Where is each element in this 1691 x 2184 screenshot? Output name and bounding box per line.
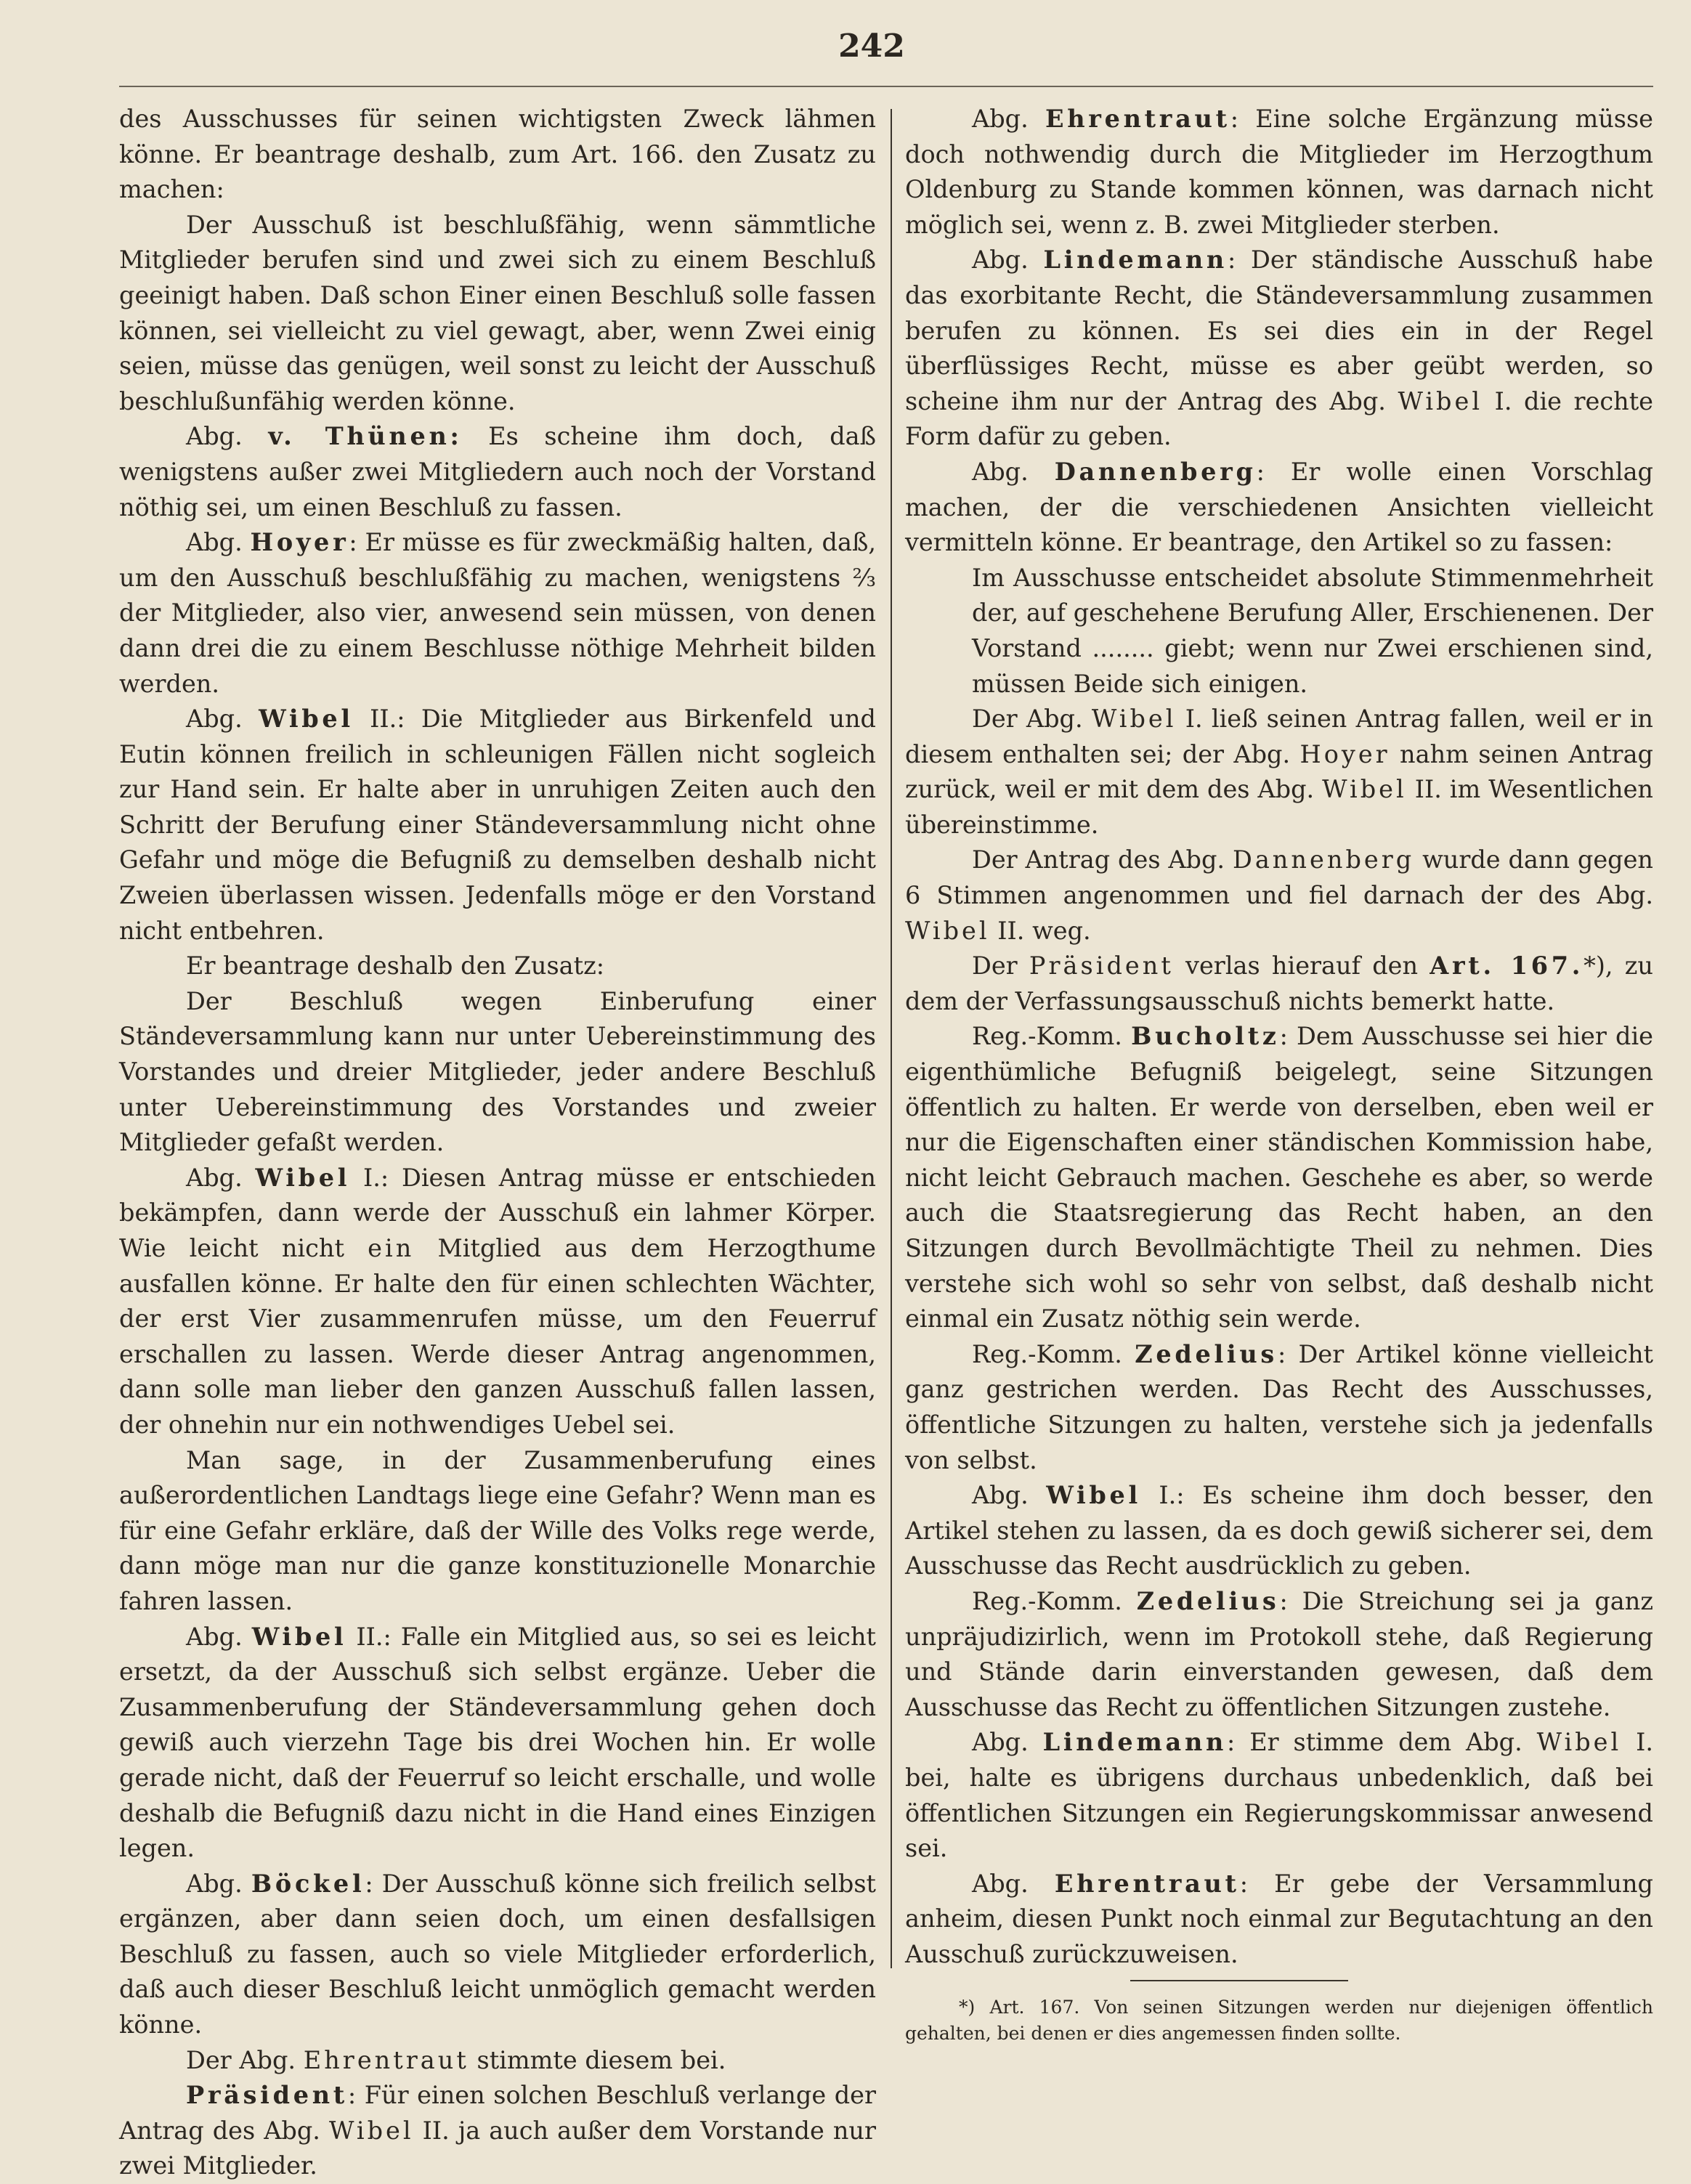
paragraph: [119, 949, 876, 984]
text-run: stimmte diesem bei.: [469, 2045, 726, 2074]
paragraph: [905, 1725, 1653, 1866]
text-run: : Der ständische Ausschuß habe das exorbitante Recht, die Ständeversammlung zusammen berufen zu können. Es sei dies ein in der Regel überflüssiges Recht, müsse es aber geübt werden, so scheine ihm nur der Antrag des Abg.: [905, 245, 1653, 415]
text-run: Abg.: [186, 1869, 251, 1898]
text-run: : Der Artikel könne vielleicht ganz gestrichen werden. Das Recht des Ausschusses, öffentliche Sitzungen zu halten, verstehe sich ja jedenfalls von selbst.: [905, 1339, 1653, 1474]
paragraph: [119, 2043, 876, 2079]
text-run: : Er müsse es für zweckmäßig halten, daß, um den Ausschuß beschlußfähig zu machen, wenigstens ⅔ der Mitglieder, also vier, anwesend sein müssen, von denen dann drei die zu einem Beschlusse nöthige Mehrheit bilden werden.: [119, 528, 876, 698]
speaker-name: Wibel: [259, 705, 354, 734]
spaced-name: Wibel: [1398, 386, 1483, 415]
paragraph: [905, 949, 1653, 1019]
text-run: Abg.: [186, 1163, 256, 1192]
spaced-name: Wibel: [1322, 775, 1407, 804]
text-run: II.: Die Mitglieder aus Birkenfeld und Eutin können freilich in schleunigen Fällen nicht sogleich zur Hand sein. Er halte aber in unruhigen Zeiten auch den Schritt der Berufung einer Ständeversammlung nicht ohne Gefahr und möge die Befugniß zu demselben deshalb nicht Zweien überlassen wissen. Jedenfalls möge er den Vorstand nicht entbehren.: [119, 705, 876, 945]
text-run: Der Ausschuß ist beschlußfähig, wenn sämmtliche Mitglieder berufen sind und zwei sich zu einem Beschluß geeinigt haben. Daß schon Einer einen Beschluß solle fassen können, sei vielleicht zu viel gewagt, aber, wenn Zwei einig seien, müsse das genügen, weil sonst zu leicht der Ausschuß beschlußunfähig werden könne.: [119, 210, 876, 415]
page-number: 242: [838, 28, 905, 65]
text-run: Abg.: [186, 1622, 252, 1651]
spaced-name: Wibel: [1536, 1728, 1622, 1757]
text-run: Der Abg.: [972, 705, 1092, 734]
text-run: Abg.: [972, 1481, 1047, 1510]
spaced-name: Dannenberg: [1232, 845, 1415, 874]
paragraph: [905, 1584, 1653, 1725]
text-run: : Dem Ausschusse sei hier die eigenthümliche Befugniß beigelegt, seine Sitzungen öffentlich zu halten. Er werde von derselben, eben weil er nur die Eigenschaften einer ständischen Kommission habe, nicht leicht Gebrauch machen. Geschehe es aber, so werde auch die Staatsregierung das Recht haben, an den Sitzungen durch Bevollmächtigte Theil zu nehmen. Dies verstehe sich wohl so sehr von selbst, daß deshalb nicht einmal ein Zusatz nöthig sein werde.: [905, 1022, 1653, 1333]
spaced-name: Hoyer: [1299, 739, 1390, 768]
speaker-name: Bucholtz: [1131, 1022, 1280, 1051]
left-column: [119, 102, 876, 2184]
paragraph: [119, 208, 876, 420]
paragraph: [905, 843, 1653, 949]
paragraph: [905, 455, 1653, 561]
text-run: : Er wolle einen Vorschlag machen, der die verschiedenen Ansichten vielleicht vermitteln könne. Er beantrage, den Artikel so zu fassen:: [905, 457, 1653, 557]
footnote-text: *) Art. 167. Von seinen Sitzungen werden nur diejenigen öffentlich gehalten, bei denen er dies angemessen finden sollte.: [905, 1997, 1653, 2044]
right-column: [905, 102, 1653, 1972]
spaced-name: Präsident: [1029, 951, 1174, 981]
text-run: II.: Falle ein Mitglied aus, so sei es leicht ersetzt, da der Ausschuß sich selbst ergänze. Ueber die Zusammenberufung der Ständeversammlung gehen doch gewiß auch vierzehn Tage bis drei Wochen hin. Er wolle gerade nicht, daß der Feuerruf so leicht erschalle, und wolle deshalb die Befugniß dazu nicht in die Hand eines Einzigen legen.: [119, 1622, 876, 1863]
text-run: Reg.-Komm.: [972, 1022, 1132, 1051]
paragraph: [905, 702, 1653, 843]
speaker-name: Böckel: [251, 1869, 365, 1898]
spaced-name: Wibel: [905, 916, 990, 945]
text-run: Man sage, in der Zusammenberufung eines außerordentlichen Landtags liege eine Gefahr? Wenn man es für eine Gefahr erkläre, daß der Wille des Volks rege werde, dann möge man nur die ganze konstituzionelle Monarchie fahren lassen.: [119, 1445, 876, 1615]
footnote-rule: [1130, 1980, 1348, 1981]
speaker-name: Lindemann: [1042, 1728, 1228, 1757]
text-run: Der Antrag des Abg.: [972, 845, 1233, 874]
text-run: nahm seinen Antrag zurück, weil er mit dem des Abg.: [905, 739, 1653, 804]
text-run: Abg.: [972, 457, 1055, 486]
text-run: Mitglied aus dem Herzogthume ausfallen könne. Er halte den für einen schlechten Wächter, der erst Vier zusammenrufen müsse, um den Feuerruf erschallen zu lassen. Werde dieser Antrag angenommen, dann solle man lieber den ganzen Ausschuß fallen lassen, der ohnehin nur ein nothwendiges Uebel sei.: [119, 1234, 876, 1439]
paragraph: [119, 525, 876, 702]
text-run: I.: Es scheine ihm doch besser, den Artikel stehen zu lassen, da es doch gewiß sicherer sei, dem Ausschusse das Recht ausdrücklich zu geben.: [905, 1481, 1653, 1580]
speaker-name: Ehrentraut: [1045, 105, 1230, 133]
speaker-name: Hoyer: [250, 528, 349, 557]
speaker-name: Wibel: [1046, 1481, 1141, 1510]
text-run: Abg.: [972, 1728, 1043, 1757]
speaker-name: Zedelius: [1135, 1339, 1278, 1368]
paragraph: [119, 1443, 876, 1620]
spaced-name: Wibel: [328, 2116, 414, 2145]
footnote: [905, 1994, 1653, 2047]
speaker-name: v. Thünen:: [268, 422, 463, 451]
top-rule: [119, 86, 1653, 87]
text-run: Der Abg.: [186, 2045, 304, 2074]
paragraph: [905, 1337, 1653, 1478]
paragraph: [119, 702, 876, 949]
text-run: II. weg.: [989, 916, 1091, 945]
text-run: II. im Wesentlichen übereinstimme.: [905, 775, 1653, 839]
speaker-name: Wibel: [255, 1163, 351, 1192]
paragraph: [119, 984, 876, 1161]
text-run: Reg.-Komm.: [972, 1339, 1135, 1368]
column-divider: [891, 109, 892, 1968]
text-run: Es scheine ihm doch, daß wenigstens außer zwei Mitgliedern auch noch der Vorstand nöthig sei, um einen Beschluß zu fassen.: [119, 422, 876, 521]
text-run: Abg.: [186, 705, 259, 734]
paragraph: [119, 1867, 876, 2043]
text-run: Er beantrage deshalb den Zusatz:: [186, 951, 605, 981]
speaker-name: Zedelius: [1136, 1586, 1280, 1615]
paragraph: [905, 1867, 1653, 1973]
text-run: Reg.-Komm.: [972, 1586, 1137, 1615]
spaced-name: ein: [368, 1234, 415, 1262]
text-run: I. ließ seinen Antrag fallen, weil er in diesem enthalten sei; der Abg.: [905, 705, 1653, 768]
text-run: Abg.: [972, 105, 1045, 133]
speaker-name: Lindemann: [1043, 245, 1228, 275]
paragraph: [119, 419, 876, 525]
speaker-name: Ehrentraut: [1054, 1869, 1240, 1898]
paragraph: [119, 1161, 876, 1443]
speaker-name: Art. 167.: [1430, 951, 1584, 981]
paragraph: [905, 102, 1653, 243]
text-run: Im Ausschusse entscheidet absolute Stimmenmehrheit der, auf geschehene Berufung Aller, Erschienenen. Der Vorstand ........ giebt; wenn nur Zwei erschienen sind, müssen Beide sich einigen.: [972, 563, 1653, 698]
text-run: I.: Diesen Antrag müsse er entschieden bekämpfen, dann werde der Ausschuß ein lahmer Körper. Wie leicht nicht: [119, 1163, 876, 1262]
text-run: : Der Ausschuß könne sich freilich selbst ergänzen, aber dann seien doch, um einen desfallsigen Beschluß zu fassen, auch so viele Mitglieder erforderlich, daß auch dieser Beschluß leicht unmöglich gemacht werden könne.: [119, 1869, 876, 2039]
text-run: : Die Streichung sei ja ganz unpräjudizirlich, wenn im Protokoll stehe, daß Regierung und Stände darin einverstanden gewesen, daß dem Ausschusse das Recht zu öffentlichen Sitzungen zustehe.: [905, 1586, 1653, 1721]
speaker-name: Präsident: [186, 2081, 348, 2110]
speaker-name: Wibel: [251, 1622, 347, 1651]
spaced-name: Wibel: [1091, 705, 1177, 734]
paragraph: [905, 243, 1653, 455]
text-run: I. bei, halte es übrigens durchaus unbedenklich, daß bei öffentlichen Sitzungen ein Regierungskommissar anwesend sei.: [905, 1728, 1653, 1863]
paragraph: [905, 1019, 1653, 1336]
paragraph: [972, 561, 1653, 702]
text-run: Abg.: [972, 1869, 1055, 1898]
spaced-name: Ehrentraut: [303, 2045, 469, 2074]
text-run: Abg.: [186, 528, 251, 557]
text-run: des Ausschusses für seinen wichtigsten Zweck lähmen könne. Er beantrage deshalb, zum Art. 166. den Zusatz zu machen:: [119, 105, 876, 204]
paragraph: [119, 102, 876, 208]
text-run: : Er gebe der Versammlung anheim, diesen Punkt noch einmal zur Begutachtung an den Ausschuß zurückzuweisen.: [905, 1869, 1653, 1968]
speaker-name: Dannenberg: [1054, 457, 1257, 486]
text-run: Abg.: [972, 245, 1044, 275]
text-run: verlas hierauf den: [1173, 951, 1430, 981]
text-run: Der Beschluß wegen Einberufung einer Ständeversammlung kann nur unter Uebereinstimmung des Vorstandes und dreier Mitglieder, jeder andere Beschluß unter Uebereinstimmung des Vorstandes und zweier Mitglieder gefaßt werden.: [119, 986, 876, 1157]
text-run: Der: [972, 951, 1029, 981]
paragraph: [119, 1620, 876, 1867]
text-run: wurde dann gegen 6 Stimmen angenommen und fiel darnach der des Abg.: [905, 845, 1653, 910]
text-run: : Er stimme dem Abg.: [1227, 1728, 1537, 1757]
text-run: II. ja auch außer dem Vorstande nur zwei Mitglieder.: [119, 2116, 876, 2180]
text-run: Abg.: [186, 422, 269, 451]
paragraph: [119, 2078, 876, 2184]
text-run: I. die rechte Form dafür zu geben.: [905, 386, 1653, 451]
text-run: *), zu dem der Verfassungsausschuß nichts bemerkt hatte.: [905, 951, 1653, 1015]
text-run: : Eine solche Ergänzung müsse doch nothwendig durch die Mitglieder im Herzogthum Oldenburg zu Stande kommen können, was darnach nicht möglich sei, wenn z. B. zwei Mitglieder sterben.: [905, 105, 1653, 239]
paragraph: [905, 1478, 1653, 1584]
text-run: : Für einen solchen Beschluß verlange der Antrag des Abg.: [119, 2081, 876, 2145]
